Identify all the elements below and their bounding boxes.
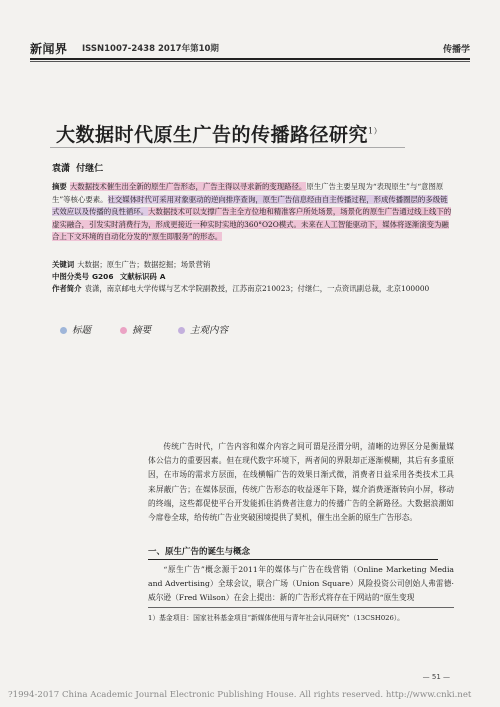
tag-label: 主观内容 [190, 325, 229, 336]
article-title [56, 120, 382, 147]
tag-color-dot [178, 327, 185, 334]
copyright-notice: ?1994-2017 China Academic Journal Electronic Publishing House. All rights reserved. http://www.cnki.net [8, 690, 472, 700]
body-intro [148, 440, 454, 525]
keywords [52, 259, 452, 272]
journal-brand: 新闻界 [30, 42, 68, 56]
author-info [52, 283, 452, 296]
page-number: — 51 — [422, 673, 450, 681]
section-heading-text: 一、原生广告的诞生与概念 [148, 547, 251, 557]
tag-color-dot [60, 327, 67, 334]
keywords-value: 大数据；原生广告；数据挖掘；场景营销 [77, 260, 211, 269]
classification-value: G206 [91, 272, 114, 281]
annotation-tag-subjective [178, 322, 228, 336]
doc-code-label: 文献标识码 [119, 272, 157, 281]
header-rule-thin [30, 61, 470, 62]
body-paragraph: “原生广告”概念源于2011年的媒体与广告在线营销（Online Marketing Media and Advertising）全球会议，联合广场（Union Square）风险投资公司创始人弗雷德·威尔逊（Fred Wilson）在会上提出：新的广告形式将存在于网站的“原生变现 [148, 565, 454, 603]
author-info-value: 袁潇，南京邮电大学传媒与艺术学院副教授，江苏南京210023；付继仁，一点资讯副总裁，北京100000 [84, 284, 430, 293]
doc-code-value: A [159, 272, 166, 281]
section-heading-rule [148, 559, 438, 560]
abstract-segment: 原生广告主要呈现为“表现原生”与“意图原生”等核心要素。 [52, 182, 444, 204]
footnote-rule [148, 607, 454, 608]
annotation-tag-title [60, 322, 91, 336]
classification-label: 中图分类号 [52, 272, 89, 281]
abstract-label: 摘要 [52, 182, 67, 191]
journal-section: 传播学 [442, 45, 470, 55]
abstract [52, 181, 452, 244]
abstract-segment: 社交媒体时代可采用对象驱动的逆向排序查询，原生广告信息经由自主传播过程，形成传播圈层的多级链式效应以及传播的良性循环。 [52, 194, 448, 217]
footnote: 1）基金项目：国家社科基金项目“新媒体使用与青年社会认同研究”（13CSH026）。 [148, 614, 404, 622]
tag-color-dot [120, 327, 127, 334]
tag-label: 标题 [72, 325, 92, 336]
tag-label: 摘要 [132, 325, 152, 336]
annotation-tag-abstract [120, 322, 151, 336]
abstract-segment: 未来在人工智能驱动下，媒体将逐渐演变为融合上下文环境的自动化分发的“原生即服务”的形态。 [52, 219, 449, 242]
journal-issn: ISSN1007-2438 2017年第10期 [82, 44, 219, 54]
abstract-segment: 大数据技术催生出全新的原生广告形态，广告主得以寻求新的变现路径。 [69, 182, 307, 191]
authors: 袁潇 付继仁 [52, 164, 104, 174]
article-title-text: 大数据时代原生广告的传播路径研究 [56, 124, 369, 146]
title-footnote-marker: 1） [368, 126, 383, 136]
author-info-label: 作者简介 [52, 284, 82, 293]
section-heading [148, 545, 438, 560]
body-section [148, 563, 454, 606]
abstract-segment: 大数据技术可以支撑广告主全方位地和精准客户所处场景，场景化的原生广告通过线上线下的虚实融合，引发实时消费行为，形成更接近一种实时实地的360°O2O模式。 [52, 207, 452, 229]
body-paragraph: 传统广告时代，广告内容和媒介内容之间可谓是泾渭分明，清晰的边界区分是衡量媒体公信力的重要因素。但在现代数字环境下，两者间的界限却正逐渐模糊，其后有多重原因，在市场的需求方层面，在线横幅广告的效果日渐式微，消费者日益采用各类技术工具来屏蔽广告；在媒体层面，传统广告形态的收益逐年下降，媒介消费逐渐转向小屏，移动的终端，这些都促使平台开发能抓住消费者注意力的传播广告的全新路径。大数据浪潮如今席卷全球，给传统广告业突破困境提供了契机，催生出全新的原生广告形态。 [148, 442, 454, 523]
classification [52, 271, 452, 284]
header-rule [30, 58, 470, 60]
keywords-label: 关键词 [52, 260, 75, 269]
title-underline [50, 147, 405, 148]
